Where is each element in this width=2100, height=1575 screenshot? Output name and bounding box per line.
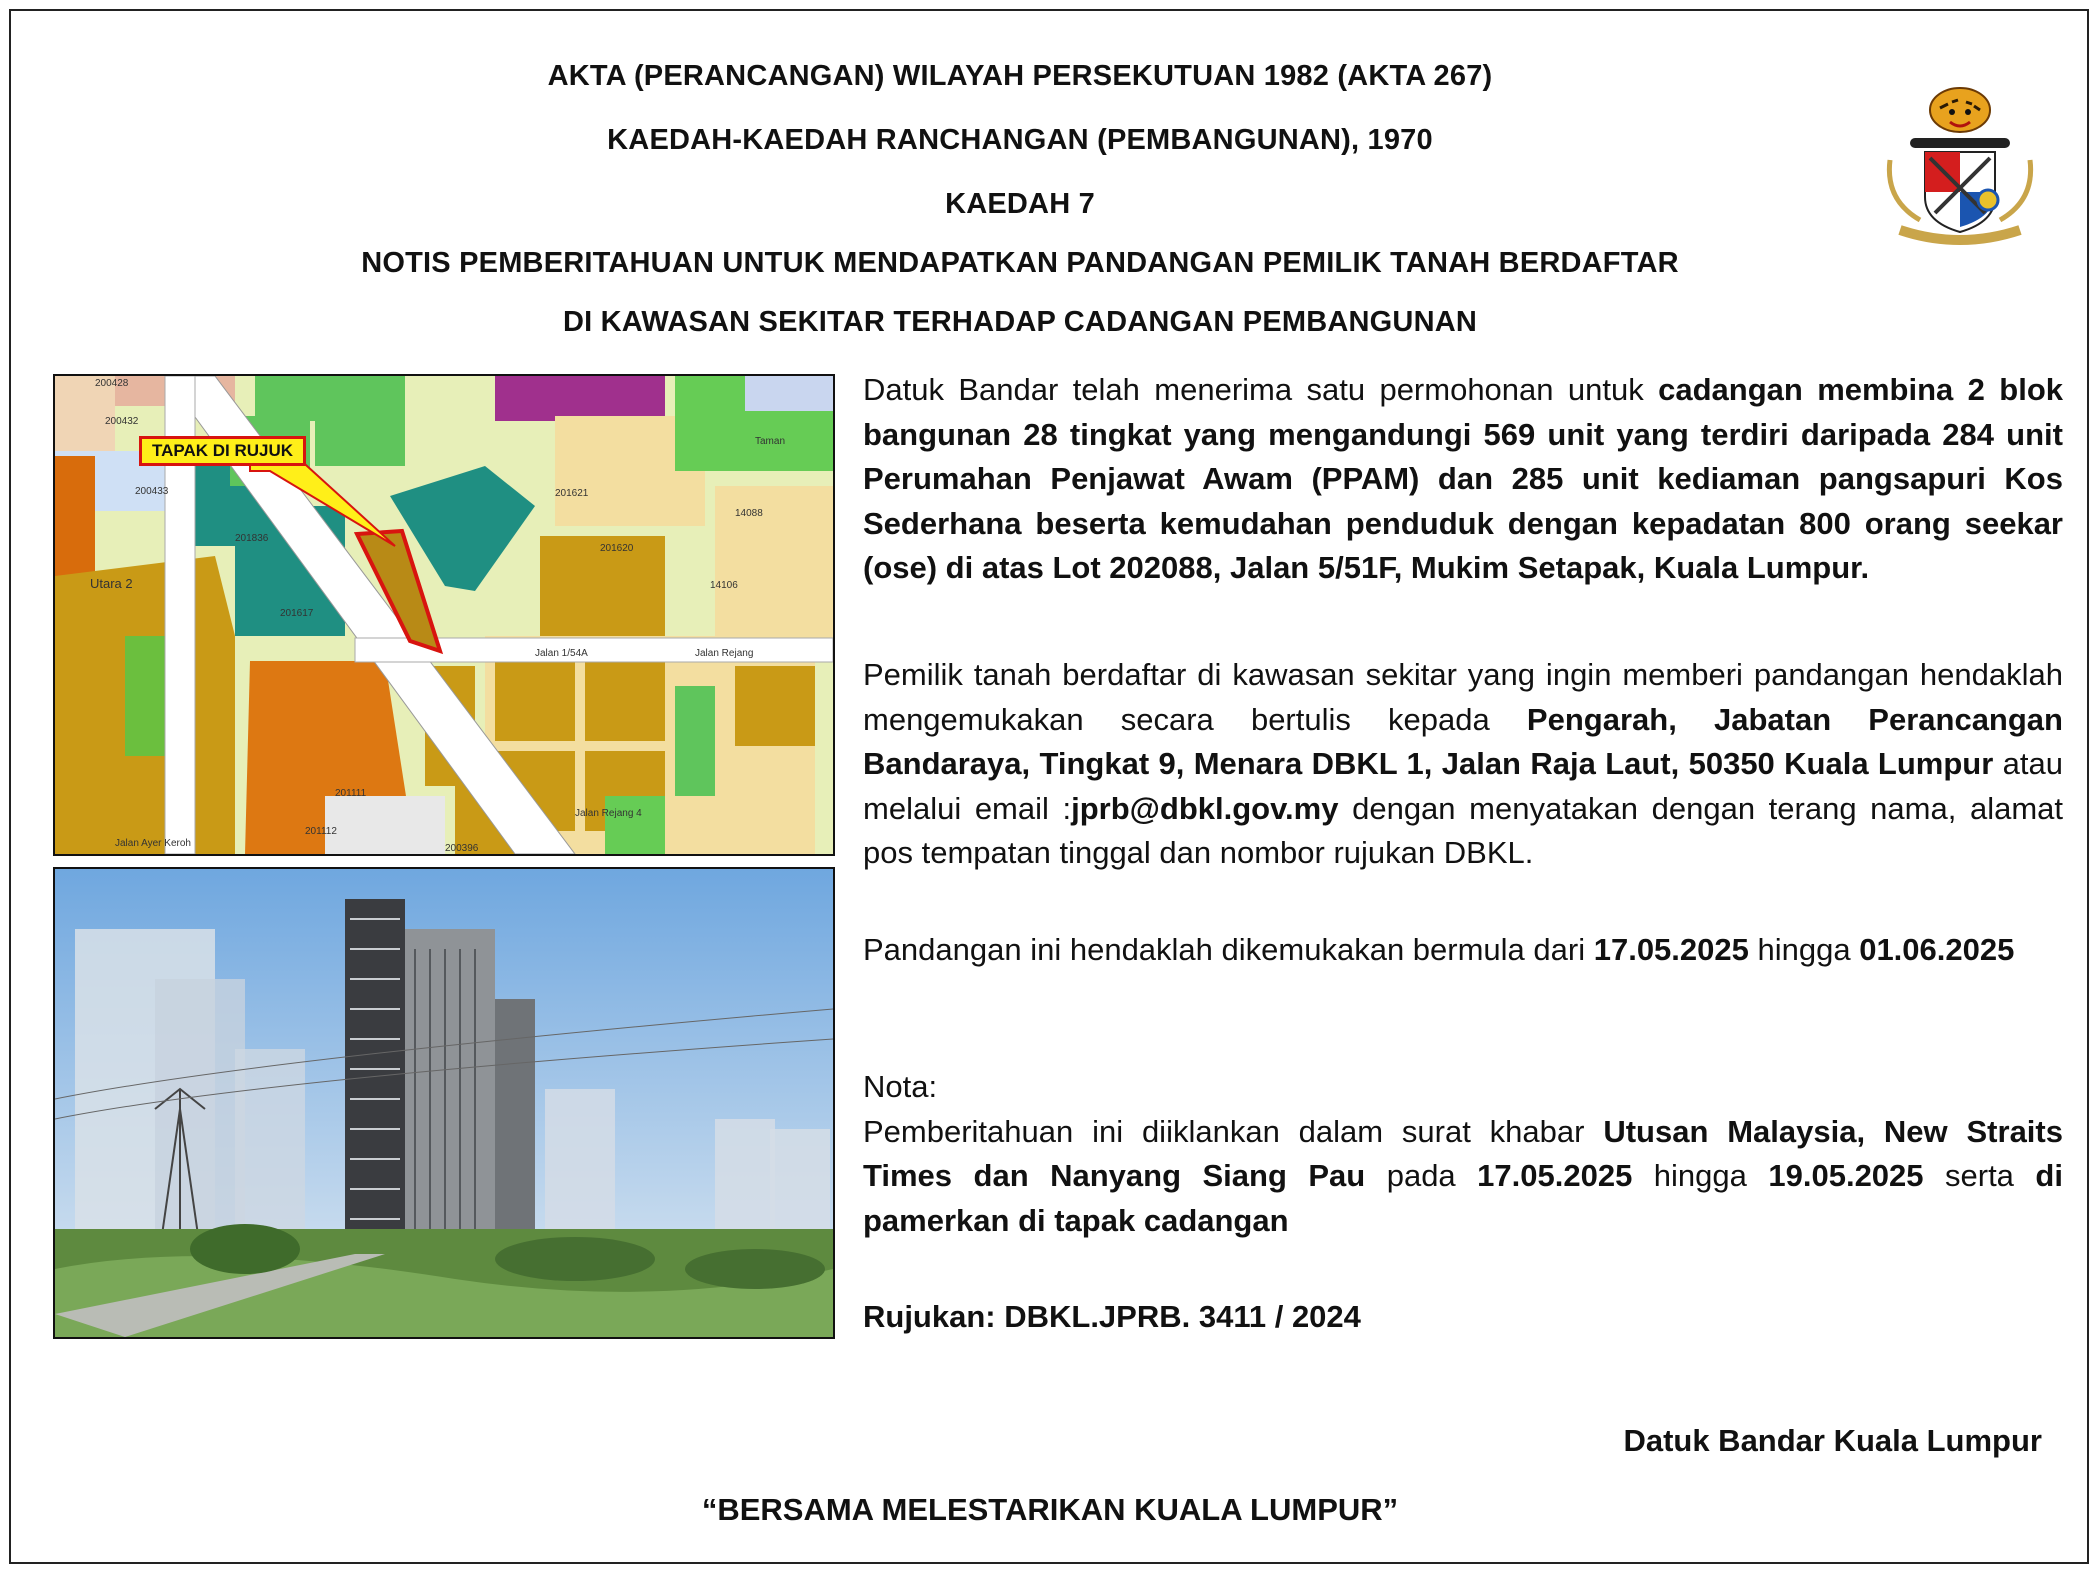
application-proposal-text: cadangan membina 2 blok bangunan 28 tingkat yang mengandungi 569 unit yang terdiri daripada 284 unit Perumahan Penjawat Awam (PPAM) dan 285 unit kediaman pangsapuri Kos Sederhana beserta kemudahan penduduk dengan kepadatan 800 orang seekar (ose) di atas Lot 202088, Jalan 5/51F, Mukim Setapak, Kuala Lumpur. (863, 372, 2063, 585)
application-intro-text: Datuk Bandar telah menerima satu permohonan untuk (863, 372, 1659, 407)
note-end-date: 19.05.2025 (1768, 1158, 1924, 1193)
period-until-text: hingga (1748, 932, 1860, 967)
svg-text:201621: 201621 (555, 488, 589, 499)
note-and-text: serta (1923, 1158, 2036, 1193)
location-map (53, 374, 835, 856)
header-rule-number: KAEDAH 7 (945, 188, 1095, 220)
svg-text:201112: 201112 (305, 826, 337, 837)
building-rendering-image (53, 867, 835, 1339)
svg-text:201111: 201111 (335, 788, 367, 799)
header-act-title: AKTA (PERANCANGAN) WILAYAH PERSEKUTUAN 1982 (AKTA 267) (547, 60, 1493, 92)
header-rules-title: KAEDAH-KAEDAH RANCHANGAN (PEMBANGUNAN), 1970 (607, 124, 1433, 156)
svg-text:Jalan Rejang 4: Jalan Rejang 4 (575, 808, 642, 819)
svg-text:Utara 2: Utara 2 (90, 576, 133, 591)
dbkl-crest-logo (1870, 80, 2050, 260)
paragraph-application (863, 368, 2063, 591)
submission-intro-text: Pemilik tanah berdaftar di kawasan sekitar yang ingin memberi pandangan hendaklah mengemukakan secara bertulis kepada (863, 657, 2063, 737)
header-notice-title: NOTIS PEMBERITAHUAN UNTUK MENDAPATKAN PANDANGAN PEMILIK TANAH BERDAFTAR (361, 247, 1679, 279)
note-on-text: pada (1365, 1158, 1478, 1193)
paragraph-note (863, 1065, 2063, 1243)
period-intro-text: Pandangan ini hendaklah dikemukakan bermula dari (863, 932, 1594, 967)
reference-number-text: Rujukan: DBKL.JPRB. 3411 / 2024 (863, 1299, 1361, 1334)
submission-closing-text: dengan menyatakan dengan terang nama, alamat pos tempatan tinggal dan nombor rujukan DBKL. (863, 790, 2063, 870)
note-newspapers-text: Utusan Malaysia, New Straits Times dan Nanyang Siang Pau (863, 1113, 2063, 1193)
submission-email-link[interactable]: jprb@dbkl.gov.my (1071, 790, 1339, 826)
reference-number (863, 1295, 2063, 1340)
svg-text:200433: 200433 (135, 486, 169, 497)
note-start-date: 17.05.2025 (1477, 1158, 1633, 1193)
svg-text:201617: 201617 (280, 608, 314, 619)
submission-email-label: atau melalui email : (863, 746, 2063, 826)
note-intro-text: Pemberitahuan ini diiklankan dalam surat khabar (863, 1113, 1604, 1149)
svg-text:200432: 200432 (105, 416, 139, 427)
paragraph-submission (863, 653, 2063, 876)
svg-text:14106: 14106 (710, 580, 738, 591)
svg-text:14088: 14088 (735, 508, 763, 519)
header-notice-subtitle: DI KAWASAN SEKITAR TERHADAP CADANGAN PEMBANGUNAN (563, 306, 1477, 338)
note-until-text: hingga (1632, 1158, 1769, 1193)
paragraph-period (863, 928, 2063, 973)
period-end-date: 01.06.2025 (1859, 932, 2015, 967)
motto-slogan: “BERSAMA MELESTARIKAN KUALA LUMPUR” (701, 1492, 1399, 1527)
svg-text:201620: 201620 (600, 543, 634, 554)
svg-text:201836: 201836 (235, 533, 269, 544)
note-display-text: di pamerkan di tapak cadangan (863, 1158, 2063, 1238)
period-start-date: 17.05.2025 (1593, 932, 1749, 967)
svg-text:200428: 200428 (95, 378, 129, 389)
note-label: Nota: (863, 1069, 938, 1104)
svg-text:Taman: Taman (755, 436, 786, 447)
svg-text:Jalan 1/54A: Jalan 1/54A (535, 648, 588, 659)
submission-address-text: Pengarah, Jabatan Perancangan Bandaraya, Tingkat 9, Menara DBKL 1, Jalan Raja Laut, 50350 Kuala Lumpur (863, 701, 2063, 781)
map-site-callout: TAPAK DI RUJUK (139, 436, 306, 466)
svg-text:200396: 200396 (445, 843, 479, 854)
signature-line: Datuk Bandar Kuala Lumpur (1623, 1423, 2042, 1458)
svg-text:Jalan Ayer Keroh: Jalan Ayer Keroh (115, 838, 191, 849)
svg-text:Jalan Rejang: Jalan Rejang (695, 648, 754, 659)
